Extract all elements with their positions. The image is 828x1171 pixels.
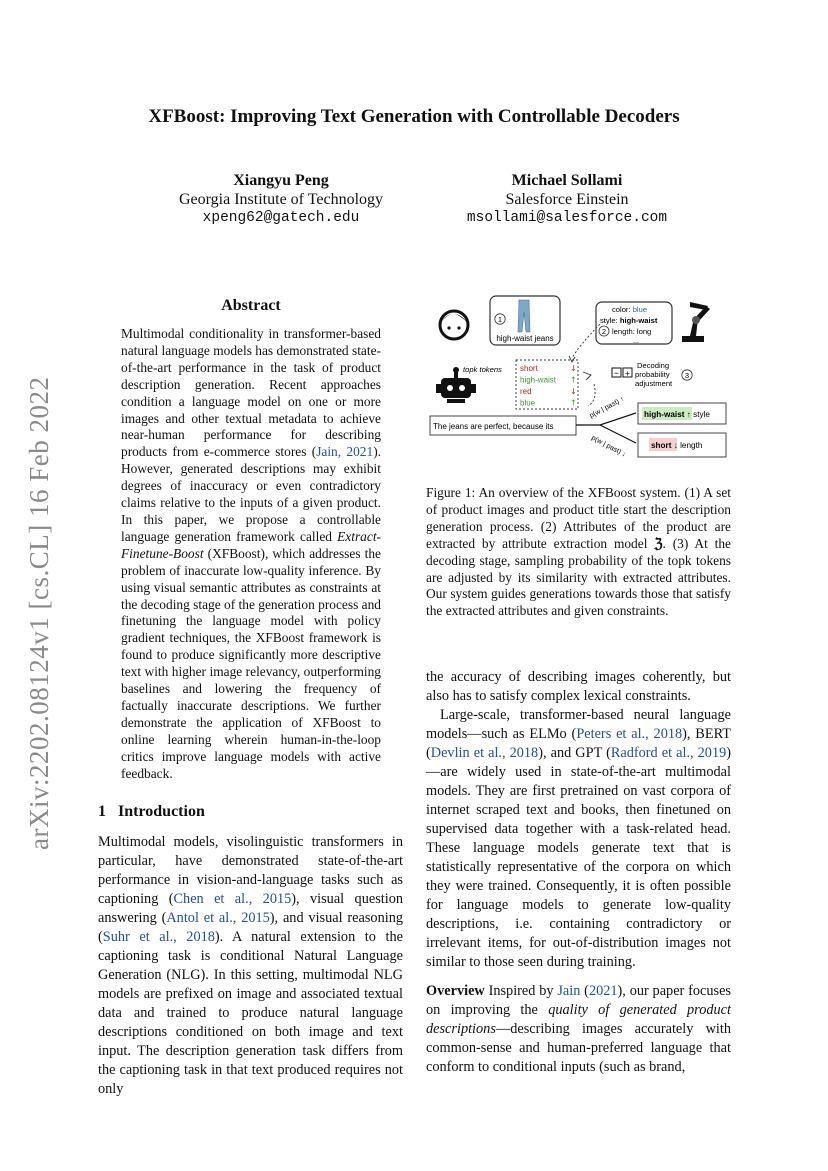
decoding-label: Decoding: [637, 361, 670, 370]
step-number: 2: [601, 327, 607, 336]
right-column-text: [426, 668, 731, 1077]
token-blue: blue: [520, 398, 536, 408]
topk-label: topk tokens: [463, 365, 502, 374]
robot-arm-icon: [682, 302, 710, 342]
citation-link[interactable]: Chen et al., 2015: [173, 891, 292, 907]
decoding-label: adjustment: [635, 379, 673, 388]
decoding-label: probability: [635, 370, 670, 379]
abstract-text: (XFBoost), which addresses the problem of inaccurate low-quality inference. By using visual semantic attributes as constraints at the decoding stage of the generation process and finetuning the language model with policy gradient techniques, the XFBoost framework is found to produce significantly more descriptive text with higher image relevancy, outperforming baselines and lowering the frequency of factually inaccurate descriptions. We further demonstrate the application of XFBoost to online learning wherein human-in-the-loop critics improve language models with active feedback.: [121, 545, 381, 781]
abstract-text: Multimodal conditionality in transformer-based natural language models has demonstrated state-of-the-art performance in the task of product description generation. Recent approaches condition a language model on one or more images and other textual metadata to achieve near-human performance for describing products from e-commerce stores (: [121, 326, 381, 460]
citation-link[interactable]: 2021: [588, 983, 618, 999]
body-text: ), visual question answering (: [98, 891, 403, 926]
citation-link[interactable]: Devlin et al., 2018: [430, 745, 539, 761]
token-short: short: [520, 364, 538, 373]
prob-down-label: p(w | past) ↓: [590, 434, 627, 459]
author-name: Michael Sollami: [511, 172, 623, 189]
author-name: Xiangyu Peng: [233, 172, 329, 189]
attr-length: length: long: [612, 327, 652, 336]
intro-paragraph: [98, 833, 403, 1099]
prompt-text: The jeans are perfect, because its: [433, 422, 554, 431]
section-heading: [98, 803, 205, 821]
branch-up: [576, 413, 636, 425]
user-face-icon: [440, 311, 468, 339]
abstract-body: [121, 326, 381, 782]
token-high-waist: high-waist: [520, 375, 557, 385]
token-arrow: ↑: [570, 375, 577, 385]
token-list: [520, 364, 577, 408]
prob-up-label: p(w | past) ↑: [588, 395, 626, 420]
paragraph: Overview Inspired by Jain (2021), our paper focuses on improving the quality of generated product descriptions—describing images accurately with common-sense and human-preferred language that conform to conditional inputs (such as brand,: [426, 983, 731, 1075]
token-arrow: ↓: [570, 364, 577, 373]
citation-link[interactable]: Suhr et al., 2018: [102, 929, 215, 945]
author-email[interactable]: xpeng62@gatech.edu: [202, 210, 360, 226]
section-number: 1: [98, 803, 106, 820]
abstract-text: ). However, generated descriptions may exhibit degrees of inaccuracy or even contradictory claims relative to the inputs of a given product. In this paper, we propose a controllable language generation framework called: [121, 444, 381, 544]
paragraph: the accuracy of describing images coherently, but also has to satisfy complex lexical constraints.: [426, 669, 731, 704]
output-down-text: short ↓ length: [651, 441, 703, 450]
caption-model-symbol: ℨ: [654, 535, 663, 551]
paper-title: XFBoost: Improving Text Generation with Controllable Decoders: [148, 106, 680, 127]
citation-link[interactable]: Radford et al., 2019: [610, 745, 727, 761]
minus-glyph: −: [614, 368, 619, 378]
step-number: 3: [684, 371, 690, 380]
token-arrow: ↓: [570, 387, 577, 396]
citation-link[interactable]: Peters et al., 2018: [576, 726, 683, 742]
author-affiliation: Georgia Institute of Technology: [178, 191, 384, 208]
attr-more: ...: [633, 338, 639, 345]
author-email[interactable]: msollami@salesforce.com: [466, 210, 668, 226]
citation-link[interactable]: Antol et al., 2015: [166, 910, 270, 926]
body-text: ), and visual reasoning (: [98, 910, 403, 945]
arxiv-stamp: arXiv:2202.08124v1 [cs.CL] 16 Feb 2022: [24, 376, 54, 850]
caption-text: Figure 1: An overview of the XFBoost system. (1) A set of product images and product title start the description generation process. (2) Attributes of the product are extracted by attribute extraction model: [426, 485, 731, 551]
citation-link[interactable]: Jain: [557, 983, 581, 999]
attr-color: color: blue: [612, 305, 648, 314]
citation-link[interactable]: Jain, 2021: [316, 444, 374, 460]
figure-caption: [426, 485, 731, 620]
body-text: Multimodal models, visolinguistic transformers in particular, have demonstrated state-of-the-art performance in vision-and-language tasks such as captioning (: [98, 834, 403, 907]
step-number: 1: [497, 315, 503, 324]
output-up-text: high-waist ↑ style: [644, 410, 710, 419]
image-label: high-waist jeans: [496, 334, 554, 343]
token-red: red: [520, 387, 532, 396]
figure-overview: [428, 292, 732, 472]
framework-name: Extract-Finetune-Boost: [121, 528, 381, 561]
plus-glyph: +: [625, 368, 630, 378]
section-title: Introduction: [118, 803, 205, 820]
token-arrow: ↑: [570, 398, 577, 408]
paragraph-heading: Overview: [426, 983, 485, 999]
paragraph: Large-scale, transformer-based neural language models—such as ELMo (Peters et al., 2018), BERT (Devlin et al., 2018), and GPT (Radford et al., 2019)—are widely used in state-of-the-art multimodal models. They are first pretrained on vast corpora of internet scraped text and books, then finetuned on supervised data together with a task-related head. These language models generate text that is statistically representative of the corpora on which they were trained. Consequently, it is often possible for language models to generate low-quality descriptions, i.e. containing contradictory or irrelevant items, for out-of-distribution images not similar to those seen during training.: [426, 707, 732, 970]
caption-text: . (3) At the decoding stage, sampling probability of the topk tokens are adjusted by its similarity with extracted attributes. Our system guides generations towards those that satisfy the extracted attributes and given constraints.: [426, 535, 731, 619]
author-block-1: [146, 171, 416, 228]
body-text: ). A natural extension to the captioning task is conditional Natural Language Generation (NLG). In this setting, multimodal NLG models are prefixed on image and associated textual data and trained to produce natural language descriptions conditioned on both image and text input. The description generation task differs from the captioning task in that text produced requires not only: [98, 929, 403, 1097]
feedback-arrow: [588, 384, 595, 406]
author-affiliation: Salesforce Einstein: [505, 191, 629, 208]
abstract-heading: Abstract: [221, 297, 281, 314]
author-block-2: [422, 171, 712, 228]
attr-style: style: high-waist: [600, 316, 658, 325]
